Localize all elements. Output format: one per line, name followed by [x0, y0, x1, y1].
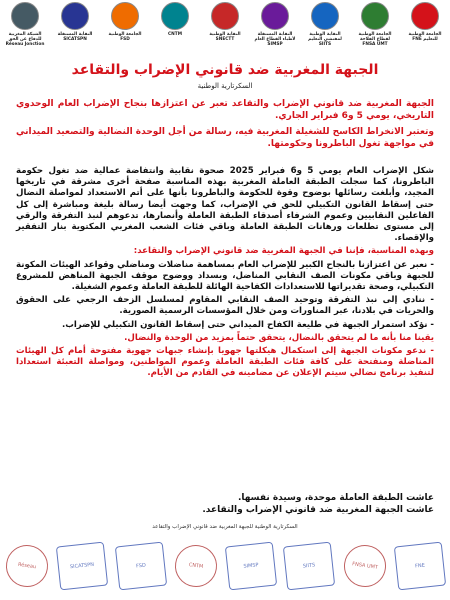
logo-caption: الجامعة الوطنية لقطاع الفلاحة FNSA UMT [358, 32, 392, 47]
organization-stamp: FNE [394, 542, 446, 591]
fsd-logo [104, 2, 146, 56]
point-2: - ننادي إلى نبذ التفرقة وتوحيد الصف النقابي المقاوم لمسلسل الزحف الرجعي على الحقوق والحريات في بلادنا، عبر المناورات ومن خلال المؤسسات الرسمية الصورية. [16, 295, 434, 317]
reseau-logo [4, 2, 46, 56]
highlight-line: يقينا منا بأنه ما لم يتحقق بالنضال، يتحقق حتماً بمزيد من الوحدة والنضال. [124, 332, 434, 343]
snectt-logo-emblem-icon [211, 2, 239, 30]
logo-caption: النقابة الوطنية SNECTT [209, 32, 241, 42]
fnsa-umt-logo-emblem-icon [361, 2, 389, 30]
fsd-logo-emblem-icon [111, 2, 139, 30]
closing-line-1: عاشت الطبقة العاملة موحدة، وسيدة نفسها. [237, 493, 434, 503]
fne-logo [404, 2, 446, 56]
logo-row [4, 2, 446, 56]
body-paragraph: شكل الإضراب العام يومي 5 و6 فبراير 2025 صحوة نقابية وانتفاضة عمالية ضد تغول حكومة الباطرونا، كما سجلت الطبقة العاملة المغربية بهذه المناسبة صفحة أخرى مشرقة في تاريخها المجيد، وأبلغت رسائلها بوضوح وقوة للحكومة والباطرونا بأنها على أتم الاستعداد لمواصلة النضال حتى إسقاط القانون التكبيلي للحق في الإضراب، كما وجهت أيضا رسالة بليغة ومباشرة إلى كل الفاعلين النقابيين وعموم الشرفاء أصدقاء الطبقة العاملة وأنصارها، تدعوهم لنبذ التفرقة والرقي إلى مستوى تطلعات ورهانات الطبقة العاملة وباقي فئات الشعب المغربي المكتوية بنار التفقير والإقصاء. [16, 166, 435, 244]
organization-stamp: CNTM [172, 542, 219, 589]
fne-logo-emblem-icon [411, 2, 439, 30]
sicatspn-logo-emblem-icon [61, 2, 89, 30]
logo-caption: الجامعة الوطنية FSD [108, 32, 142, 42]
point-3: - نؤكد استمرار الجبهة في طليعة الكفاح الميداني حتى إسقاط القانون التكبيلي للإضراب. [61, 319, 434, 330]
intro-paragraph-2: وتعتبر الانخراط الكاسح للشغيلة المغربية فيه، رسالة من أجل الوحدة النضالية والتصعيد الميداني في مواجهة تغول الباطرونا وحكومتها. [16, 127, 434, 149]
secretariat-label: السكرتارية الوطنية [197, 82, 253, 90]
logo-caption: CNTM [168, 32, 182, 37]
siits-logo-emblem-icon [311, 2, 339, 30]
logo-caption: الشبكة المغربية للدفاع عن الحق Réseau Jonction [5, 32, 45, 47]
closing-lines [16, 492, 434, 516]
document-title: الجبهة المغربية ضد قانوني الإضراب والتقاعد [71, 62, 379, 78]
cntm-logo [154, 2, 196, 56]
stamps-row [6, 536, 444, 596]
siits-logo [304, 2, 346, 56]
organization-stamp: SIMSP [225, 542, 277, 591]
simsp-logo-emblem-icon [261, 2, 289, 30]
sicatspn-logo [54, 2, 96, 56]
simsp-logo [254, 2, 296, 56]
closing-line-2: عاشت الجبهة المغربية ضد قانوني الإضراب والتقاعد. [202, 505, 434, 515]
footer-signature: السكرتارية الوطنية للجبهة المغربية ضد قانوني الإضراب والتقاعد [152, 524, 298, 530]
intro-statement [16, 98, 434, 154]
logo-caption: النقابة المستقلة لأطباء القطاع العام SIMSP [254, 32, 296, 47]
logo-caption: النقابة الوطنية لمفتشي التعليم SIITS [308, 32, 342, 47]
reseau-logo-emblem-icon [11, 2, 39, 30]
cntm-logo-emblem-icon [161, 2, 189, 30]
fnsa-umt-logo [354, 2, 396, 56]
organization-stamp: SICATSPN [56, 542, 108, 591]
organization-stamp: FNSA UMT [341, 542, 388, 589]
call-to-action: - ندعو مكونات الجبهة إلى استكمال هيكلتها جهويا بإنشاء جبهات جهوية مفتوحة أمام كل الهيئات المناضلة ومنفتحة على كافة فئات الطبقة العاملة وعموم المواطنين، ومواصلة التعبئة استعدادا لتنفيذ برنامج نضالي سيتم الإعلان عن مضامينه في القادم من الأيام. [16, 346, 434, 379]
snectt-logo [204, 2, 246, 56]
logo-caption: النقابة المستقلة SICATSPN [57, 32, 93, 42]
organization-stamp: SIITS [283, 542, 335, 591]
organization-stamp: FSD [114, 542, 166, 591]
intro-paragraph-1: الجبهة المغربية ضد قانوني الإضراب والتقاعد تعبر عن اعتزازها بنجاح الإضراب العام الوحدوي التاريخي، يومي 5 و6 فبراير الجاري. [16, 99, 434, 121]
logo-caption: الجامعة الوطنية للتعليم FNE [408, 32, 442, 42]
subheading: وبهذه المناسبة، فإننا في الجبهة المغربية ضد قانوني الإضراب والتقاعد: [133, 246, 434, 257]
statement-body [16, 166, 434, 382]
point-1: - نعبر عن اعتزازنا بالنجاح الكبير للإضراب العام بمساهمة مناضلات ومناضلي وقواعد الهيئات المكونة للجبهة وباقي مكونات الصف النقابي المناضل، وبسداد ووضوح موقف الجبهة المناهض للمشروع التكبيلي، وصحة تقديراتها للاستعدادات الكفاحية الهائلة للطبقة العاملة وعموم الشغيلة. [16, 259, 434, 293]
organization-stamp: Réseau [3, 542, 50, 589]
